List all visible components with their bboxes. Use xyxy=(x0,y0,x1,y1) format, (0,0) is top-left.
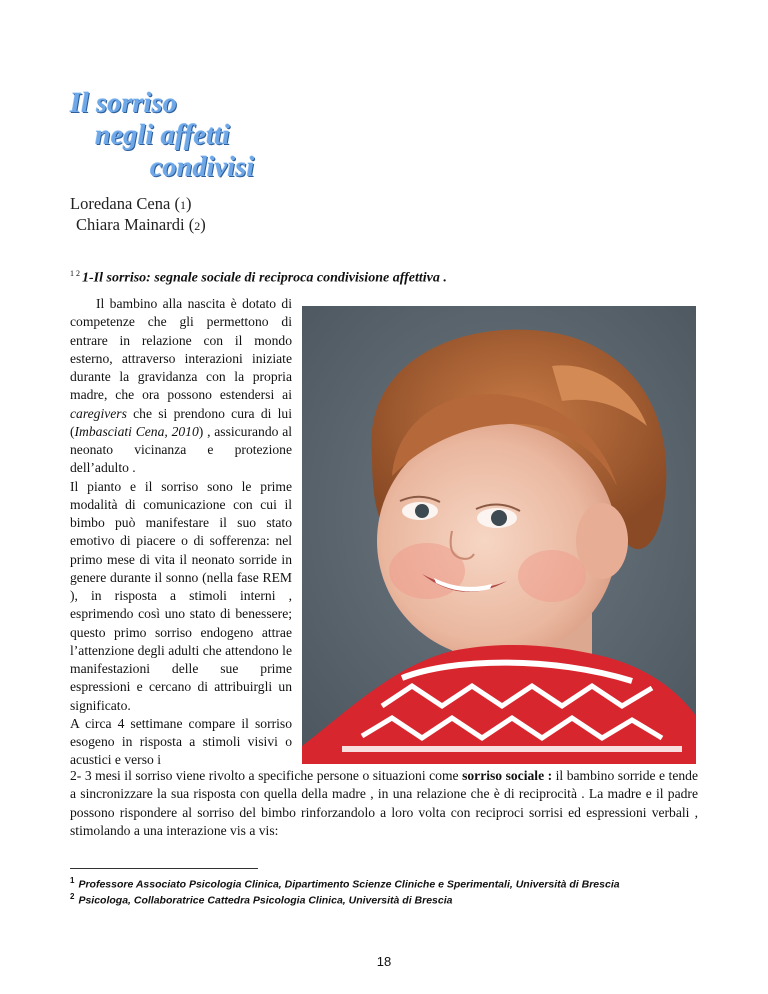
title-line-2: negli affetti xyxy=(95,120,231,151)
paragraph-3: A circa 4 settimane compare il sorriso esogeno in risposta a stimoli visivi o acustici e verso i xyxy=(70,715,292,768)
body-column-text xyxy=(70,295,292,770)
author-2-footnote-ref: 2 xyxy=(194,219,201,233)
page-number: 18 xyxy=(376,954,392,969)
footnote-markers: 1 2 xyxy=(70,269,80,278)
footnote-2: $^2$ Psicologa, Collaboratrice Cattedra Psicologia Clinica, Università di Brescia xyxy=(70,892,453,907)
title-line-3: condivisi xyxy=(150,152,255,183)
author-1-footnote-ref: 1 xyxy=(179,198,186,212)
author-1: Loredana Cena (1) xyxy=(70,194,192,213)
paragraph-2: Il pianto e il sorriso sono le prime modalità di comunicazione con cui il bimbo può manifestare il suo stato emotivo di piacere o di sofferenza: nel primo mese di vita il neonato sorride in genere durante il sonno (nella fase REM ), in risposta a stimoli interni , esprimendo così uno stato di benessere; questo primo sorriso endogeno attrae l’attenzione degli adulti che attendono le manifestazioni delle sue prime espressioni e cercano di attribuirgli un significato. xyxy=(70,478,292,713)
section-heading: $^{1 2}$ 1-Il sorriso: segnale sociale di reciproca condivisione affettiva . xyxy=(70,269,447,286)
paragraph-4: 2- 3 mesi il sorriso viene rivolto a specifiche persone o situazioni come sorriso sociale : il bambino sorride e tende a sincronizzare la sua risposta con quella della madre , in una relazione che è di reciprocità . La madre e il padre possono rispondere al sorriso del bimbo rinforzandolo a loro volta con reciproci sorrisi ed espressioni verbali , stimolando a una interazione vis a vis: xyxy=(70,768,698,838)
smiling-child-photo xyxy=(302,306,696,764)
title-line-1: Il sorriso xyxy=(70,88,178,119)
footnote-divider xyxy=(70,868,258,869)
author-2: Chiara Mainardi (2) xyxy=(76,215,206,234)
paragraph-1: Il bambino alla nascita è dotato di competenze che gli permettono di entrare in relazione con il mondo esterno, attraverso interazioni iniziate durante la gravidanza con la propria madre, che ora possono estendersi ai caregivers che si prendono cura di lui (Imbasciati Cena, 2010) , assicurando al neonato vicinanza e protezione dell’adulto . xyxy=(70,296,293,476)
footnote-1: $^1$ Professore Associato Psicologia Clinica, Dipartimento Scienze Cliniche e Sperimentali, Università di Brescia xyxy=(70,876,620,891)
